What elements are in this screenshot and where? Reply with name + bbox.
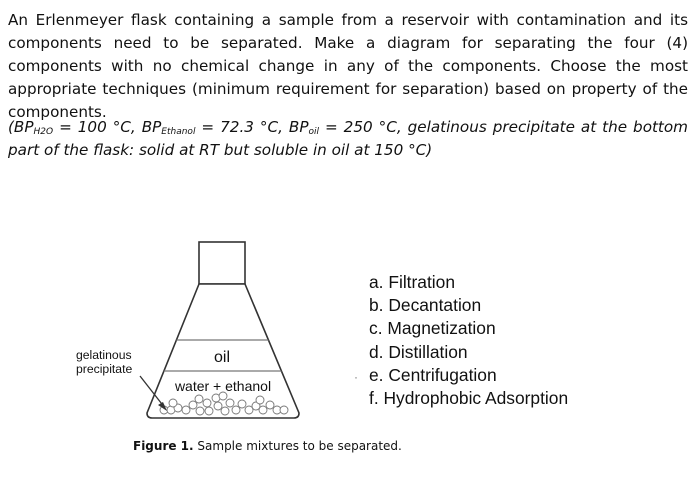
oil-value: = 250 °C, gelatinous precipitate at the bottom part of the flask: solid at RT but soluble in oil at 150 °C) — [8, 118, 688, 159]
layer-water-label: water + ethanol — [174, 378, 272, 394]
figure-caption — [133, 439, 402, 453]
choice-item: a. Filtration — [369, 272, 456, 292]
boiling-points-note — [8, 116, 688, 162]
erlenmeyer-flask-diagram — [70, 238, 310, 428]
h2o-subscript: H2O — [33, 127, 54, 137]
ethanol-value: = 72.3 °C, BP — [195, 118, 309, 136]
technique-choices-list — [369, 271, 568, 410]
stray-dot: · — [354, 370, 358, 384]
label-precipitate: precipitate — [76, 362, 133, 376]
bp-open: (BP — [8, 118, 34, 136]
h2o-value: = 100 °C, BP — [53, 118, 162, 136]
choice-item: b. Decantation — [369, 295, 482, 316]
question-intro: An Erlenmeyer flask containing a sample from a reservoir with contamination and its components need to be separated. Make a diagram for separating the four (4) components with no chemical change in any of the components. Choose the most appropriate techniques (minimum requirement for separation) based on property of the components. — [8, 11, 688, 121]
ethanol-subscript: Ethanol — [161, 127, 196, 137]
choice-item: f. Hydrophobic Adsorption — [369, 388, 569, 409]
oil-subscript: oil — [308, 127, 319, 137]
label-gelatinous: gelatinous — [76, 348, 132, 362]
layer-oil-label: oil — [213, 349, 231, 366]
flask-neck — [199, 242, 245, 284]
figure-caption-text: Sample mixtures to be separated. — [193, 439, 402, 453]
choice-item: e. Centrifugation — [369, 364, 497, 385]
choice-item: c. Magnetization — [369, 318, 496, 339]
figure-caption-label: Figure 1. — [133, 439, 194, 453]
choice-item: d. Distillation — [369, 341, 468, 362]
